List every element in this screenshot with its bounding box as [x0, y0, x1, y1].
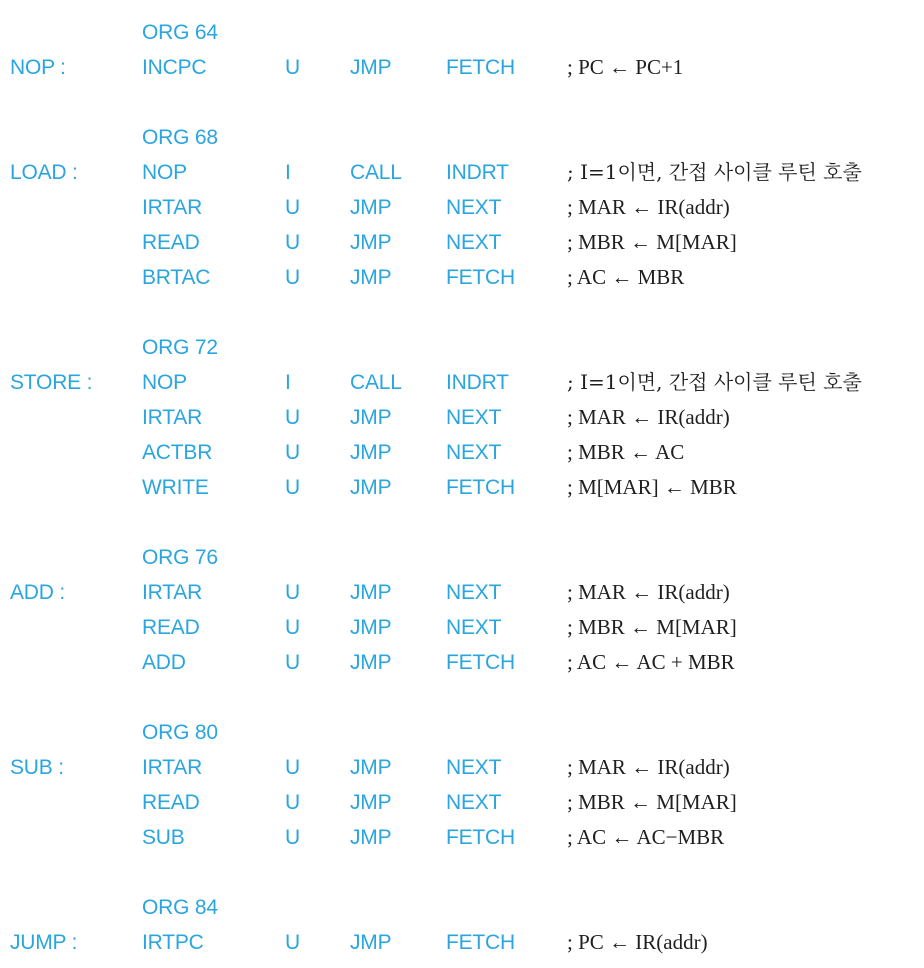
org-directive: ORG 68 — [142, 126, 218, 149]
microinstruction-row — [0, 260, 924, 295]
rtl-comment: ; I=1이면, 간접 사이클 루틴 호출 — [567, 370, 862, 394]
micro-operation: IRTPC — [142, 931, 204, 954]
micro-operation: IRTAR — [142, 406, 203, 429]
branch-field: JMP — [350, 56, 392, 79]
branch-field: JMP — [350, 406, 392, 429]
address-field: NEXT — [446, 791, 502, 814]
micro-operation: NOP — [142, 161, 187, 184]
routine-label: JUMP : — [10, 931, 78, 954]
micro-operation: INCPC — [142, 56, 207, 79]
rtl-comment: ; MAR ← IR(addr) — [567, 755, 730, 779]
address-field: NEXT — [446, 406, 502, 429]
rtl-comment: ; PC ← IR(addr) — [567, 930, 708, 954]
branch-field: JMP — [350, 231, 392, 254]
micro-operation: WRITE — [142, 476, 209, 499]
microinstruction-row — [0, 645, 924, 680]
address-field: NEXT — [446, 196, 502, 219]
branch-field: JMP — [350, 651, 392, 674]
condition-field: U — [285, 266, 300, 289]
condition-field: U — [285, 406, 300, 429]
routine-label: LOAD : — [10, 161, 78, 184]
address-field: NEXT — [446, 616, 502, 639]
address-field: FETCH — [446, 826, 515, 849]
rtl-comment: ; AC ← AC + MBR — [567, 650, 735, 674]
condition-field: U — [285, 931, 300, 954]
condition-field: U — [285, 581, 300, 604]
condition-field: U — [285, 196, 300, 219]
org-row — [0, 330, 924, 365]
rtl-comment: ; MBR ← AC — [567, 440, 685, 464]
micro-operation: SUB — [142, 826, 185, 849]
branch-field: JMP — [350, 441, 392, 464]
org-directive: ORG 80 — [142, 721, 218, 744]
branch-field: JMP — [350, 581, 392, 604]
address-field: FETCH — [446, 476, 515, 499]
condition-field: U — [285, 441, 300, 464]
org-row — [0, 540, 924, 575]
address-field: NEXT — [446, 756, 502, 779]
branch-field: JMP — [350, 826, 392, 849]
org-row — [0, 15, 924, 50]
micro-operation: NOP — [142, 371, 187, 394]
rtl-comment: ; MAR ← IR(addr) — [567, 580, 730, 604]
microinstruction-row — [0, 575, 924, 610]
micro-operation: BRTAC — [142, 266, 211, 289]
microinstruction-row — [0, 190, 924, 225]
rtl-comment: ; I=1이면, 간접 사이클 루틴 호출 — [567, 160, 862, 184]
branch-field: JMP — [350, 196, 392, 219]
branch-field: JMP — [350, 931, 392, 954]
microinstruction-row — [0, 470, 924, 505]
microinstruction-row — [0, 365, 924, 400]
condition-field: U — [285, 56, 300, 79]
condition-field: I — [285, 371, 291, 394]
rtl-comment: ; MBR ← M[MAR] — [567, 790, 737, 814]
address-field: NEXT — [446, 441, 502, 464]
condition-field: U — [285, 231, 300, 254]
address-field: INDRT — [446, 161, 509, 184]
micro-operation: IRTAR — [142, 196, 203, 219]
micro-operation: IRTAR — [142, 581, 203, 604]
rtl-comment: ; PC ← PC+1 — [567, 55, 684, 79]
microinstruction-row — [0, 750, 924, 785]
rtl-comment: ; MBR ← M[MAR] — [567, 615, 737, 639]
condition-field: U — [285, 791, 300, 814]
microinstruction-row — [0, 225, 924, 260]
micro-operation: ADD — [142, 651, 186, 674]
address-field: FETCH — [446, 56, 515, 79]
microinstruction-row — [0, 50, 924, 85]
org-directive: ORG 64 — [142, 21, 218, 44]
microinstruction-row — [0, 155, 924, 190]
branch-field: JMP — [350, 476, 392, 499]
micro-operation: IRTAR — [142, 756, 203, 779]
routine-label: STORE : — [10, 371, 93, 394]
microinstruction-row — [0, 785, 924, 820]
microinstruction-row — [0, 820, 924, 855]
microinstruction-row — [0, 925, 924, 960]
org-directive: ORG 76 — [142, 546, 218, 569]
condition-field: U — [285, 616, 300, 639]
routine-label: ADD : — [10, 581, 66, 604]
address-field: FETCH — [446, 651, 515, 674]
org-row — [0, 890, 924, 925]
branch-field: CALL — [350, 371, 402, 394]
address-field: FETCH — [446, 266, 515, 289]
org-row — [0, 715, 924, 750]
branch-field: JMP — [350, 266, 392, 289]
org-directive: ORG 72 — [142, 336, 218, 359]
rtl-comment: ; MAR ← IR(addr) — [567, 195, 730, 219]
address-field: INDRT — [446, 371, 509, 394]
branch-field: CALL — [350, 161, 402, 184]
condition-field: U — [285, 826, 300, 849]
micro-operation: READ — [142, 231, 200, 254]
rtl-comment: ; AC ← AC−MBR — [567, 825, 725, 849]
micro-operation: READ — [142, 616, 200, 639]
rtl-comment: ; AC ← MBR — [567, 265, 685, 289]
branch-field: JMP — [350, 791, 392, 814]
address-field: NEXT — [446, 581, 502, 604]
rtl-comment: ; M[MAR] ← MBR — [567, 475, 737, 499]
condition-field: U — [285, 756, 300, 779]
rtl-comment: ; MAR ← IR(addr) — [567, 405, 730, 429]
microinstruction-row — [0, 400, 924, 435]
microinstruction-row — [0, 610, 924, 645]
condition-field: U — [285, 651, 300, 674]
routine-label: NOP : — [10, 56, 66, 79]
branch-field: JMP — [350, 616, 392, 639]
micro-operation: READ — [142, 791, 200, 814]
branch-field: JMP — [350, 756, 392, 779]
rtl-comment: ; MBR ← M[MAR] — [567, 230, 737, 254]
condition-field: I — [285, 161, 291, 184]
address-field: NEXT — [446, 231, 502, 254]
micro-operation: ACTBR — [142, 441, 213, 464]
org-directive: ORG 84 — [142, 896, 218, 919]
microinstruction-row — [0, 435, 924, 470]
org-row — [0, 120, 924, 155]
address-field: FETCH — [446, 931, 515, 954]
condition-field: U — [285, 476, 300, 499]
routine-label: SUB : — [10, 756, 64, 779]
